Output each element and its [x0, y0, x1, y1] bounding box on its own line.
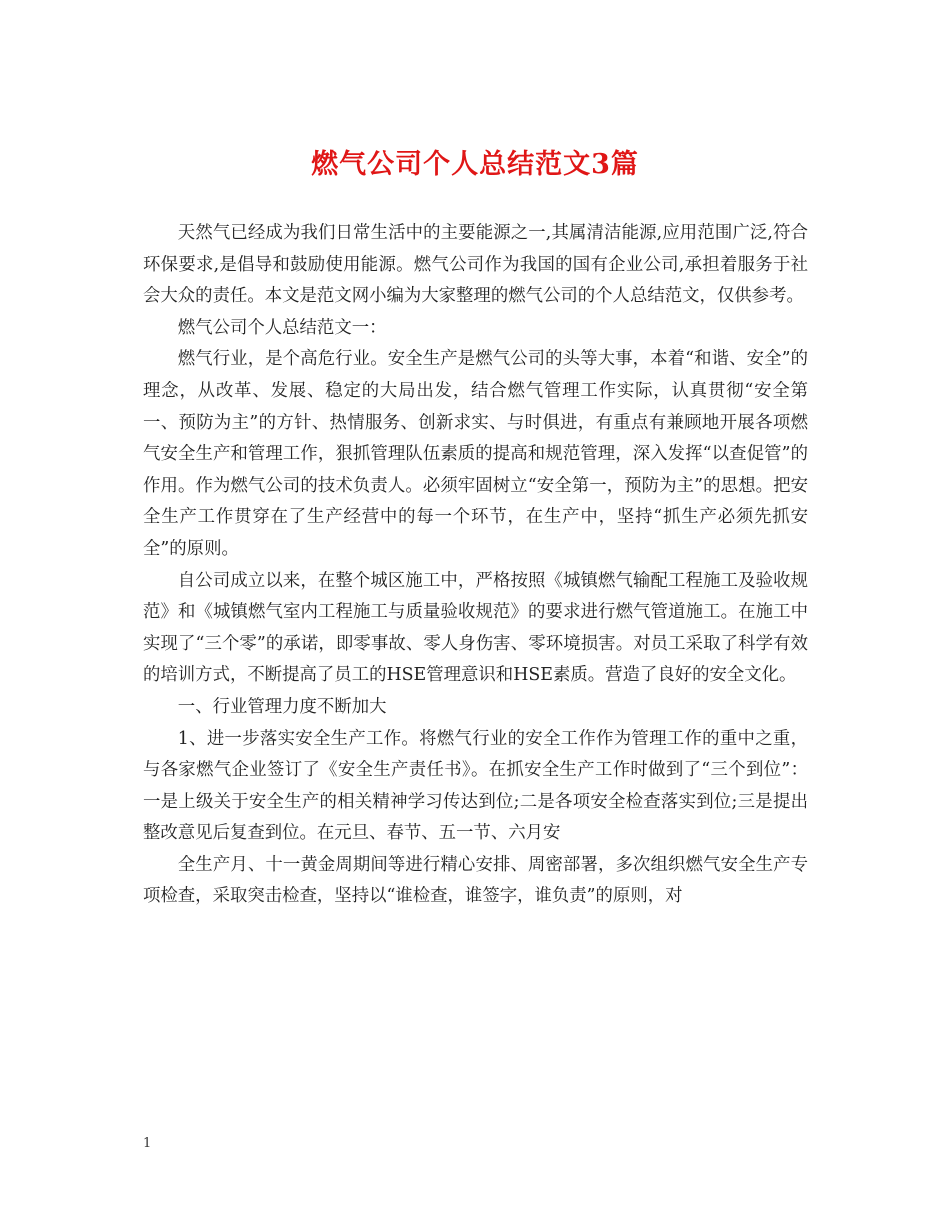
page-number: 1	[143, 1136, 152, 1151]
paragraph: 天然气已经成为我们日常生活中的主要能源之一,其属清洁能源,应用范围广泛,符合环保要求,是倡导和鼓励使用能源。燃气公司作为我国的国有企业公司,承担着服务于社会大众的责任。本文是范文网小编为大家整理的燃气公司的个人总结范文，仅供参考。	[143, 223, 808, 307]
paragraph: 1、进一步落实安全生产工作。将燃气行业的安全工作作为管理工作的重中之重，与各家燃气企业签订了《安全生产责任书》。在抓安全生产工作时做到了“三个到位”：一是上级关于安全生产的相关精神学习传达到位;二是各项安全检查落实到位;三是提出整改意见后复查到位。在元旦、春节、五一节、六月安	[143, 728, 808, 844]
page-title: 燃气公司个人总结范文3篇	[311, 149, 639, 180]
document-body	[143, 218, 808, 913]
paragraph: 全生产月、十一黄金周期间等进行精心安排、周密部署，多次组织燃气安全生产专项检查，采取突击检查，坚持以“谁检查，谁签字，谁负责”的原则，对	[143, 854, 808, 907]
paragraph: 自公司成立以来，在整个城区施工中，严格按照《城镇燃气输配工程施工及验收规范》和《城镇燃气室内工程施工与质量验收规范》的要求进行燃气管道施工。在施工中实现了“三个零”的承诺，即零事故、零人身伤害、零环境损害。对员工采取了科学有效的培训方式，不断提高了员工的HSE管理意识和HSE素质。营造了良好的安全文化。	[143, 570, 808, 686]
section-heading: 燃气公司个人总结范文一：	[177, 317, 387, 338]
section-heading: 一、行业管理力度不断加大	[177, 696, 387, 717]
paragraph: 燃气行业，是个高危行业。安全生产是燃气公司的头等大事，本着“和谐、安全”的理念，从改革、发展、稳定的大局出发，结合燃气管理工作实际，认真贯彻“安全第一、预防为主”的方针、热情服务、创新求实、与时俱进，有重点有兼顾地开展各项燃气安全生产和管理工作，狠抓管理队伍素质的提高和规范管理，深入发挥“以查促管”的作用。作为燃气公司的技术负责人。必须牢固树立“安全第一，预防为主”的思想。把安全生产工作贯穿在了生产经营中的每一个环节，在生产中，坚持“抓生产必须先抓安全”的原则。	[143, 349, 808, 559]
